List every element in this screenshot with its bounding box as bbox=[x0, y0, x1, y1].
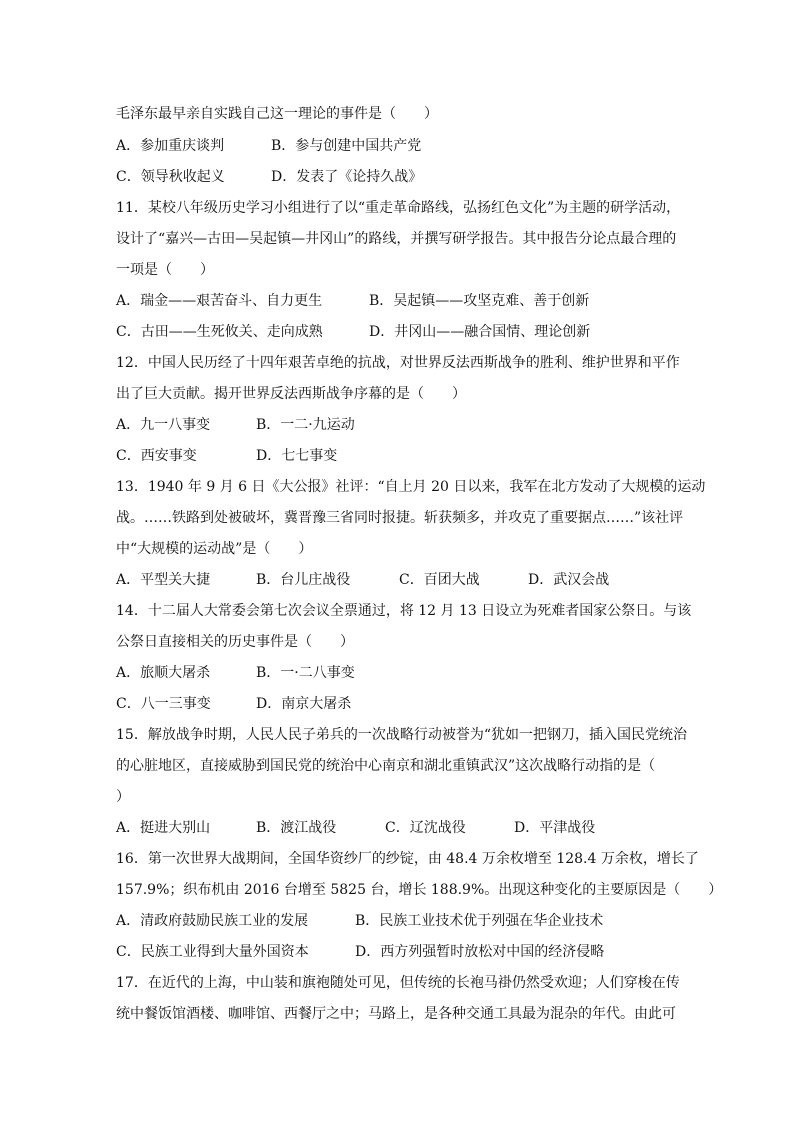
q13-option-d: D．武汉会战 bbox=[528, 572, 610, 588]
q16-option-c: C．民族工业得到大量外国资本 bbox=[116, 944, 309, 960]
q11-stem-line-3: 一项是（ ） bbox=[116, 262, 214, 278]
q11-option-a: A．瑞金——艰苦奋斗、自力更生 bbox=[116, 293, 323, 309]
q11-stem-line-2: 设计了“嘉兴—古田—吴起镇—井冈山”的路线，并撰写研学报告。其中报告分论点最合理的 bbox=[116, 231, 677, 247]
q12-option-c: C．西安事变 bbox=[116, 448, 197, 464]
q14-option-b: B．一·二八事变 bbox=[256, 665, 355, 681]
q16-option-d: D．西方列强暂时放松对中国的经济侵略 bbox=[355, 944, 605, 960]
q16-stem-line-1: 16．第一次世界大战期间，全国华资纱厂的纱锭，由 48.4 万余枚增至 128.4 万余枚，增长了 bbox=[116, 851, 699, 867]
q12-option-a: A．九一八事变 bbox=[116, 417, 211, 433]
q13-option-a: A．平型关大捷 bbox=[116, 572, 211, 588]
q13-option-b: B．台儿庄战役 bbox=[256, 572, 351, 588]
q12-option-b: B．一二·九运动 bbox=[256, 417, 355, 433]
q16-stem-line-2: 157.9%；织布机由 2016 台增至 5825 台，增长 188.9%。出现这种变化的主要原因是（ ） bbox=[116, 882, 723, 898]
q15-option-d: D．平津战役 bbox=[514, 820, 596, 836]
q15-option-a: A．挺进大别山 bbox=[116, 820, 211, 836]
q12-stem-line-2: 出了巨大贡献。揭开世界反法西斯战争序幕的是（ ） bbox=[116, 386, 466, 402]
q13-option-c: C．百团大战 bbox=[399, 572, 480, 588]
q14-stem-line-1: 14．十二届人大常委会第七次会议全票通过，将 12 月 13 日设立为死难者国家公祭日。与该 bbox=[116, 603, 692, 619]
q17-stem-line-1: 17．在近代的上海，中山装和旗袍随处可见，但传统的长袍马褂仍然受欢迎；人们穿梭在传 bbox=[116, 975, 680, 991]
q15-option-b: B．渡江战役 bbox=[256, 820, 337, 836]
q10-option-c: C．领导秋收起义 bbox=[116, 169, 225, 185]
q12-stem-line-1: 12．中国人民历经了十四年艰苦卓绝的抗战，对世界反法西斯战争的胜利、维护世界和平作 bbox=[116, 355, 680, 371]
q11-option-c: C．古田——生死攸关、走向成熟 bbox=[116, 324, 323, 340]
q14-option-c: C．八一三事变 bbox=[116, 696, 211, 712]
q15-option-c: C．辽沈战役 bbox=[385, 820, 466, 836]
q10-option-b: B．参与创建中国共产党 bbox=[271, 138, 422, 154]
q16-option-b: B．民族工业技术优于列强在华企业技术 bbox=[355, 913, 604, 929]
q15-stem-line-2: 的心脏地区，直接威胁到国民党的统治中心南京和湖北重镇武汉”这次战略行动指的是（ bbox=[116, 758, 656, 774]
q16-option-a: A．清政府鼓励民族工业的发展 bbox=[116, 913, 309, 929]
q10-option-d: D．发表了《论持久战》 bbox=[271, 169, 423, 185]
q13-stem-line-1: 13．1940 年 9 月 6 日《大公报》社评：“自上月 20 日以来，我军在北方发动了大规模的运动 bbox=[116, 479, 706, 495]
q15-stem-line-3: ） bbox=[116, 789, 130, 805]
q10-option-a: A．参加重庆谈判 bbox=[116, 138, 225, 154]
q12-option-d: D．七七事变 bbox=[256, 448, 338, 464]
q11-option-d: D．井冈山——融合国情、理论创新 bbox=[369, 324, 591, 340]
q10-stem-line-1: 毛泽东最早亲自实践自己这一理论的事件是（ ） bbox=[116, 106, 438, 122]
q13-stem-line-2: 战。……铁路到处被破坏，冀晋豫三省同时报捷。斩获频多，并攻克了重要据点……”该社评 bbox=[116, 510, 684, 526]
q17-stem-line-2: 统中餐饭馆酒楼、咖啡馆、西餐厅之中；马路上，是各种交通工具最为混杂的年代。由此可 bbox=[116, 1006, 676, 1022]
q11-option-b: B．吴起镇——攻坚克难、善于创新 bbox=[369, 293, 590, 309]
q15-stem-line-1: 15．解放战争时期，人民人民子弟兵的一次战略行动被誉为“犹如一把钢刀，插入国民党统治 bbox=[116, 727, 687, 743]
q14-option-d: D．南京大屠杀 bbox=[256, 696, 352, 712]
q13-stem-line-3: 中“大规模的运动战”是（ ） bbox=[116, 541, 313, 557]
q14-stem-line-2: 公祭日直接相关的历史事件是（ ） bbox=[116, 634, 354, 650]
q14-option-a: A．旅顺大屠杀 bbox=[116, 665, 211, 681]
q11-stem-line-1: 11．某校八年级历史学习小组进行了以“重走革命路线，弘扬红色文化”为主题的研学活动， bbox=[116, 200, 681, 216]
